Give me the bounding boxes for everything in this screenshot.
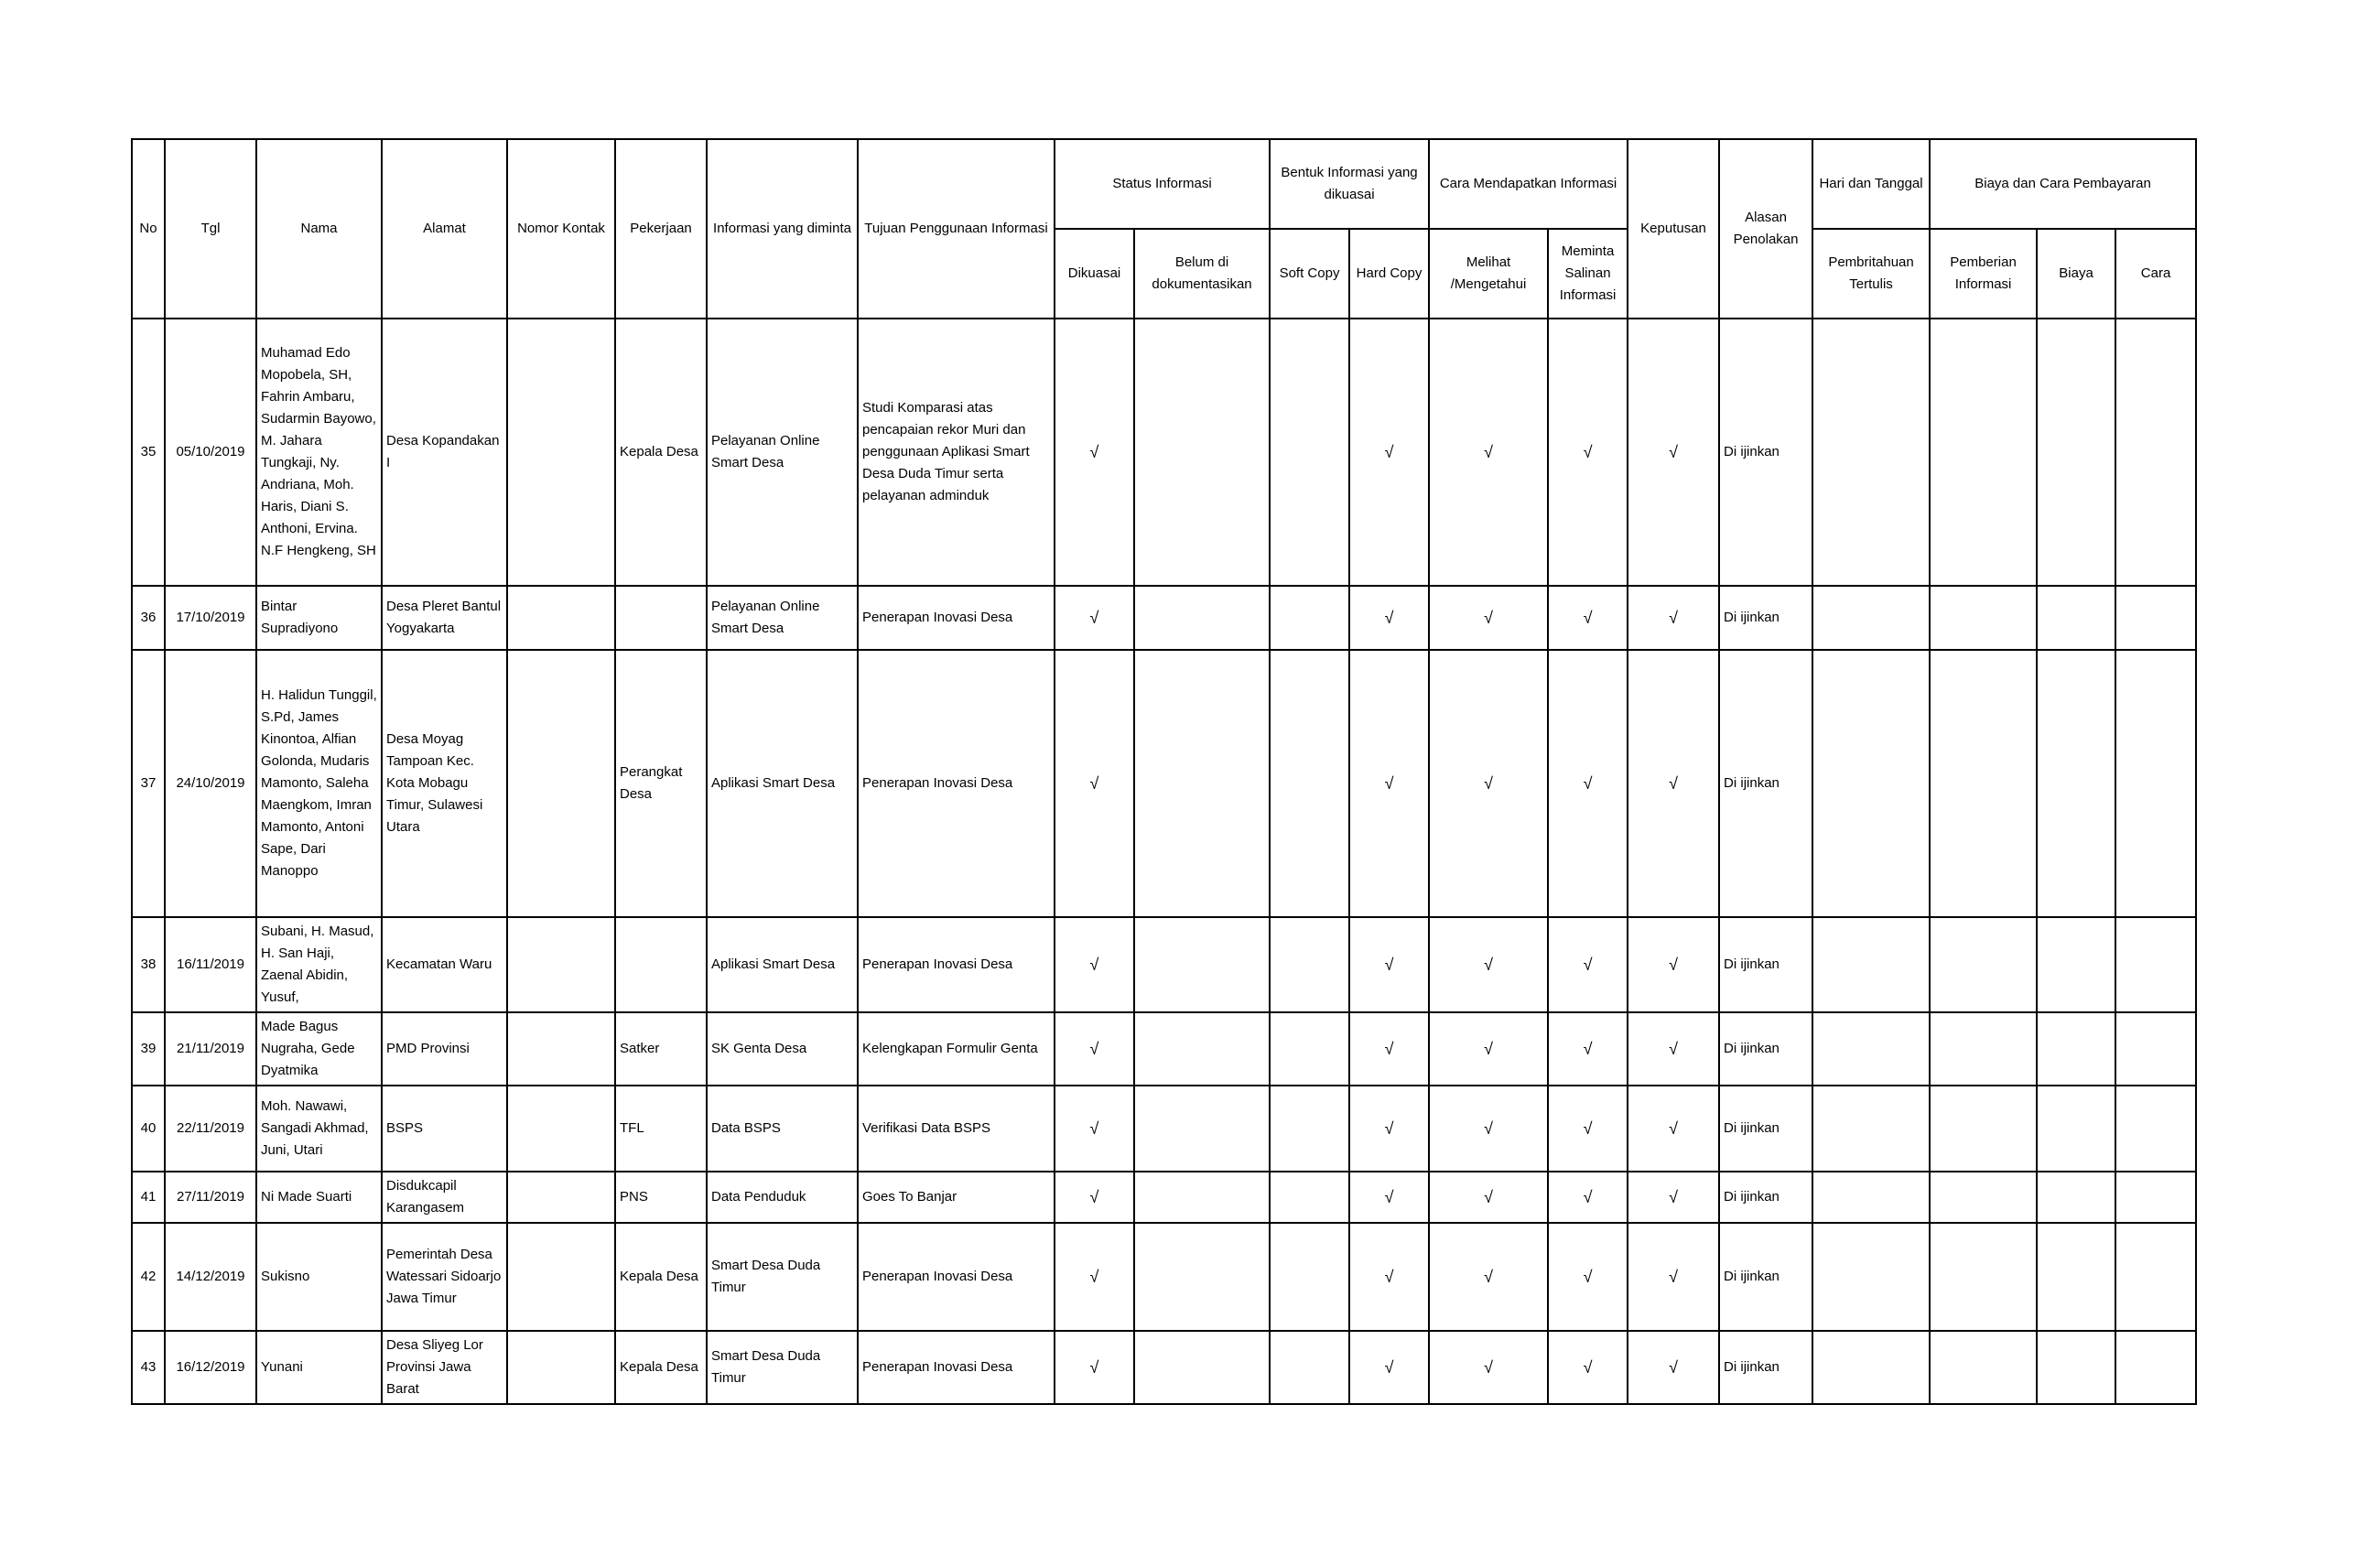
cell-no: 41 (132, 1172, 165, 1223)
cell-biaya (2037, 1086, 2115, 1172)
cell-alamat: Desa Sliyeg Lor Provinsi Jawa Barat (382, 1331, 507, 1404)
cell-tujuan: Verifikasi Data BSPS (858, 1086, 1055, 1172)
cell-meminta: √ (1548, 1331, 1628, 1404)
header-keputusan: Keputusan (1628, 139, 1719, 319)
cell-no: 42 (132, 1223, 165, 1331)
header-biaya-cara: Biaya dan Cara Pembayaran (1930, 139, 2196, 229)
cell-nama: Yunani (256, 1331, 382, 1404)
cell-meminta: √ (1548, 1012, 1628, 1086)
cell-alamat: PMD Provinsi (382, 1012, 507, 1086)
cell-nama: Ni Made Suarti (256, 1172, 382, 1223)
cell-keputusan: √ (1628, 1086, 1719, 1172)
cell-hard-copy: √ (1349, 1331, 1429, 1404)
cell-alasan: Di ijinkan (1719, 586, 1812, 650)
cell-no: 40 (132, 1086, 165, 1172)
cell-cara (2115, 1331, 2196, 1404)
table-row (132, 586, 2196, 650)
cell-biaya (2037, 917, 2115, 1012)
cell-informasi: Aplikasi Smart Desa (707, 650, 858, 917)
cell-cara (2115, 650, 2196, 917)
header-meminta-salinan: Meminta Salinan Informasi (1548, 229, 1628, 319)
cell-pemberian (1930, 1012, 2037, 1086)
cell-keputusan: √ (1628, 1331, 1719, 1404)
header-tgl: Tgl (165, 139, 256, 319)
cell-alasan: Di ijinkan (1719, 1172, 1812, 1223)
cell-melihat: √ (1429, 1223, 1548, 1331)
cell-tujuan: Penerapan Inovasi Desa (858, 586, 1055, 650)
cell-dikuasai: √ (1055, 1223, 1134, 1331)
cell-informasi: Data BSPS (707, 1086, 858, 1172)
cell-informasi: Smart Desa Duda Timur (707, 1223, 858, 1331)
cell-tgl: 21/11/2019 (165, 1012, 256, 1086)
cell-pembritahuan (1812, 586, 1930, 650)
header-tujuan: Tujuan Penggunaan Informasi (858, 139, 1055, 319)
cell-kontak (507, 1086, 615, 1172)
cell-pemberian (1930, 586, 2037, 650)
header-alasan-penolakan: Alasan Penolakan (1719, 139, 1812, 319)
cell-pemberian (1930, 650, 2037, 917)
cell-biaya (2037, 1012, 2115, 1086)
cell-cara (2115, 1012, 2196, 1086)
cell-pekerjaan: Kepala Desa (615, 319, 707, 586)
cell-tujuan: Penerapan Inovasi Desa (858, 650, 1055, 917)
cell-biaya (2037, 1331, 2115, 1404)
cell-keputusan: √ (1628, 650, 1719, 917)
cell-alamat: Desa Kopandakan I (382, 319, 507, 586)
cell-kontak (507, 586, 615, 650)
cell-meminta: √ (1548, 650, 1628, 917)
cell-dikuasai: √ (1055, 1172, 1134, 1223)
table-row (132, 1086, 2196, 1172)
cell-melihat: √ (1429, 650, 1548, 917)
header-belum-didokumentasikan: Belum di dokumentasikan (1134, 229, 1270, 319)
header-bentuk-informasi: Bentuk Informasi yang dikuasai (1270, 139, 1429, 229)
cell-meminta: √ (1548, 1223, 1628, 1331)
cell-soft-copy (1270, 650, 1349, 917)
cell-biaya (2037, 1172, 2115, 1223)
header-dikuasai: Dikuasai (1055, 229, 1134, 319)
cell-pekerjaan: Kepala Desa (615, 1331, 707, 1404)
header-pembritahuan-tertulis: Pembritahuan Tertulis (1812, 229, 1930, 319)
cell-kontak (507, 650, 615, 917)
cell-soft-copy (1270, 1012, 1349, 1086)
cell-belum (1134, 650, 1270, 917)
cell-no: 39 (132, 1012, 165, 1086)
cell-alamat: BSPS (382, 1086, 507, 1172)
cell-pemberian (1930, 1086, 2037, 1172)
cell-tgl: 16/11/2019 (165, 917, 256, 1012)
header-status-informasi: Status Informasi (1055, 139, 1270, 229)
cell-nama: H. Halidun Tunggil, S.Pd, James Kinontoa, Alfian Golonda, Mudaris Mamonto, Saleha Maengkom, Imran Mamonto, Antoni Sape, Dari Manoppo (256, 650, 382, 917)
cell-kontak (507, 1223, 615, 1331)
cell-melihat: √ (1429, 1172, 1548, 1223)
cell-alamat: Desa Moyag Tampoan Kec. Kota Mobagu Timur, Sulawesi Utara (382, 650, 507, 917)
cell-tujuan: Studi Komparasi atas pencapaian rekor Muri dan penggunaan Aplikasi Smart Desa Duda Timur serta pelayanan adminduk (858, 319, 1055, 586)
cell-hard-copy: √ (1349, 586, 1429, 650)
cell-keputusan: √ (1628, 1012, 1719, 1086)
cell-cara (2115, 1086, 2196, 1172)
cell-alasan: Di ijinkan (1719, 1012, 1812, 1086)
cell-keputusan: √ (1628, 319, 1719, 586)
header-no: No (132, 139, 165, 319)
cell-soft-copy (1270, 1331, 1349, 1404)
cell-cara (2115, 1223, 2196, 1331)
cell-nama: Made Bagus Nugraha, Gede Dyatmika (256, 1012, 382, 1086)
cell-meminta: √ (1548, 1086, 1628, 1172)
cell-soft-copy (1270, 1172, 1349, 1223)
cell-tgl: 24/10/2019 (165, 650, 256, 917)
cell-informasi: SK Genta Desa (707, 1012, 858, 1086)
cell-melihat: √ (1429, 1086, 1548, 1172)
cell-soft-copy (1270, 1223, 1349, 1331)
cell-hard-copy: √ (1349, 1086, 1429, 1172)
cell-keputusan: √ (1628, 1172, 1719, 1223)
cell-kontak (507, 319, 615, 586)
cell-keputusan: √ (1628, 917, 1719, 1012)
header-cara: Cara (2115, 229, 2196, 319)
cell-alasan: Di ijinkan (1719, 1086, 1812, 1172)
cell-pembritahuan (1812, 917, 1930, 1012)
cell-nama: Bintar Supradiyono (256, 586, 382, 650)
cell-tgl: 17/10/2019 (165, 586, 256, 650)
cell-cara (2115, 917, 2196, 1012)
cell-tujuan: Goes To Banjar (858, 1172, 1055, 1223)
cell-nama: Sukisno (256, 1223, 382, 1331)
cell-no: 38 (132, 917, 165, 1012)
cell-biaya (2037, 586, 2115, 650)
cell-meminta: √ (1548, 319, 1628, 586)
cell-pekerjaan: PNS (615, 1172, 707, 1223)
cell-no: 37 (132, 650, 165, 917)
cell-hard-copy: √ (1349, 1012, 1429, 1086)
cell-biaya (2037, 650, 2115, 917)
header-row-top (132, 139, 2196, 229)
cell-alamat: Desa Pleret Bantul Yogyakarta (382, 586, 507, 650)
cell-no: 36 (132, 586, 165, 650)
cell-informasi: Pelayanan Online Smart Desa (707, 586, 858, 650)
table-row (132, 1331, 2196, 1404)
table-row (132, 1012, 2196, 1086)
cell-pembritahuan (1812, 650, 1930, 917)
cell-pekerjaan (615, 586, 707, 650)
cell-alamat: Disdukcapil Karangasem (382, 1172, 507, 1223)
cell-cara (2115, 319, 2196, 586)
cell-pemberian (1930, 1172, 2037, 1223)
cell-pembritahuan (1812, 1331, 1930, 1404)
cell-nama: Moh. Nawawi, Sangadi Akhmad, Juni, Utari (256, 1086, 382, 1172)
cell-melihat: √ (1429, 586, 1548, 650)
cell-kontak (507, 1331, 615, 1404)
cell-meminta: √ (1548, 586, 1628, 650)
cell-tujuan: Penerapan Inovasi Desa (858, 1223, 1055, 1331)
cell-pemberian (1930, 319, 2037, 586)
cell-pembritahuan (1812, 1223, 1930, 1331)
header-pekerjaan: Pekerjaan (615, 139, 707, 319)
cell-pekerjaan: Perangkat Desa (615, 650, 707, 917)
cell-soft-copy (1270, 319, 1349, 586)
cell-pekerjaan: Kepala Desa (615, 1223, 707, 1331)
header-hard-copy: Hard Copy (1349, 229, 1429, 319)
cell-belum (1134, 1223, 1270, 1331)
cell-pembritahuan (1812, 1172, 1930, 1223)
header-alamat: Alamat (382, 139, 507, 319)
cell-soft-copy (1270, 917, 1349, 1012)
cell-no: 43 (132, 1331, 165, 1404)
cell-biaya (2037, 1223, 2115, 1331)
cell-informasi: Data Penduduk (707, 1172, 858, 1223)
cell-tgl: 16/12/2019 (165, 1331, 256, 1404)
table-row (132, 650, 2196, 917)
cell-kontak (507, 1172, 615, 1223)
header-nama: Nama (256, 139, 382, 319)
cell-alasan: Di ijinkan (1719, 1331, 1812, 1404)
cell-tujuan: Penerapan Inovasi Desa (858, 1331, 1055, 1404)
cell-keputusan: √ (1628, 586, 1719, 650)
cell-belum (1134, 586, 1270, 650)
cell-melihat: √ (1429, 1331, 1548, 1404)
cell-hard-copy: √ (1349, 319, 1429, 586)
cell-dikuasai: √ (1055, 1012, 1134, 1086)
cell-nama: Subani, H. Masud, H. San Haji, Zaenal Abidin, Yusuf, (256, 917, 382, 1012)
header-informasi-diminta: Informasi yang diminta (707, 139, 858, 319)
cell-tgl: 27/11/2019 (165, 1172, 256, 1223)
table-row (132, 1172, 2196, 1223)
cell-pekerjaan: TFL (615, 1086, 707, 1172)
cell-belum (1134, 1331, 1270, 1404)
cell-belum (1134, 319, 1270, 586)
cell-belum (1134, 1086, 1270, 1172)
cell-soft-copy (1270, 1086, 1349, 1172)
header-hari-tanggal: Hari dan Tanggal (1812, 139, 1930, 229)
cell-hard-copy: √ (1349, 1223, 1429, 1331)
table-row (132, 917, 2196, 1012)
cell-kontak (507, 1012, 615, 1086)
cell-pemberian (1930, 917, 2037, 1012)
table-row (132, 1223, 2196, 1331)
header-nomor-kontak: Nomor Kontak (507, 139, 615, 319)
cell-melihat: √ (1429, 917, 1548, 1012)
cell-belum (1134, 917, 1270, 1012)
cell-tujuan: Kelengkapan Formulir Genta (858, 1012, 1055, 1086)
cell-alasan: Di ijinkan (1719, 319, 1812, 586)
cell-hard-copy: √ (1349, 650, 1429, 917)
cell-tgl: 05/10/2019 (165, 319, 256, 586)
cell-pemberian (1930, 1331, 2037, 1404)
cell-cara (2115, 586, 2196, 650)
cell-informasi: Smart Desa Duda Timur (707, 1331, 858, 1404)
cell-hard-copy: √ (1349, 1172, 1429, 1223)
cell-keputusan: √ (1628, 1223, 1719, 1331)
header-melihat: Melihat /Mengetahui (1429, 229, 1548, 319)
header-biaya: Biaya (2037, 229, 2115, 319)
cell-belum (1134, 1012, 1270, 1086)
header-pemberian-informasi: Pemberian Informasi (1930, 229, 2037, 319)
cell-dikuasai: √ (1055, 1331, 1134, 1404)
cell-hard-copy: √ (1349, 917, 1429, 1012)
table-row (132, 319, 2196, 586)
cell-pekerjaan: Satker (615, 1012, 707, 1086)
cell-alasan: Di ijinkan (1719, 917, 1812, 1012)
cell-dikuasai: √ (1055, 650, 1134, 917)
cell-dikuasai: √ (1055, 586, 1134, 650)
cell-dikuasai: √ (1055, 917, 1134, 1012)
cell-alasan: Di ijinkan (1719, 650, 1812, 917)
cell-alamat: Kecamatan Waru (382, 917, 507, 1012)
cell-biaya (2037, 319, 2115, 586)
header-cara-mendapatkan: Cara Mendapatkan Informasi (1429, 139, 1628, 229)
cell-alamat: Pemerintah Desa Watessari Sidoarjo Jawa Timur (382, 1223, 507, 1331)
cell-pembritahuan (1812, 319, 1930, 586)
cell-melihat: √ (1429, 319, 1548, 586)
cell-informasi: Pelayanan Online Smart Desa (707, 319, 858, 586)
cell-pekerjaan (615, 917, 707, 1012)
cell-melihat: √ (1429, 1012, 1548, 1086)
cell-nama: Muhamad Edo Mopobela, SH, Fahrin Ambaru, Sudarmin Bayowo, M. Jahara Tungkaji, Ny. Andriana, Moh. Haris, Diani S. Anthoni, Ervina. N.F Hengkeng, SH (256, 319, 382, 586)
cell-soft-copy (1270, 586, 1349, 650)
cell-pembritahuan (1812, 1086, 1930, 1172)
cell-alasan: Di ijinkan (1719, 1223, 1812, 1331)
information-request-table (131, 138, 2197, 1405)
cell-tgl: 14/12/2019 (165, 1223, 256, 1331)
cell-dikuasai: √ (1055, 1086, 1134, 1172)
cell-belum (1134, 1172, 1270, 1223)
cell-tujuan: Penerapan Inovasi Desa (858, 917, 1055, 1012)
cell-pembritahuan (1812, 1012, 1930, 1086)
cell-meminta: √ (1548, 1172, 1628, 1223)
header-soft-copy: Soft Copy (1270, 229, 1349, 319)
cell-meminta: √ (1548, 917, 1628, 1012)
cell-pemberian (1930, 1223, 2037, 1331)
cell-dikuasai: √ (1055, 319, 1134, 586)
cell-informasi: Aplikasi Smart Desa (707, 917, 858, 1012)
cell-tgl: 22/11/2019 (165, 1086, 256, 1172)
cell-cara (2115, 1172, 2196, 1223)
cell-kontak (507, 917, 615, 1012)
cell-no: 35 (132, 319, 165, 586)
